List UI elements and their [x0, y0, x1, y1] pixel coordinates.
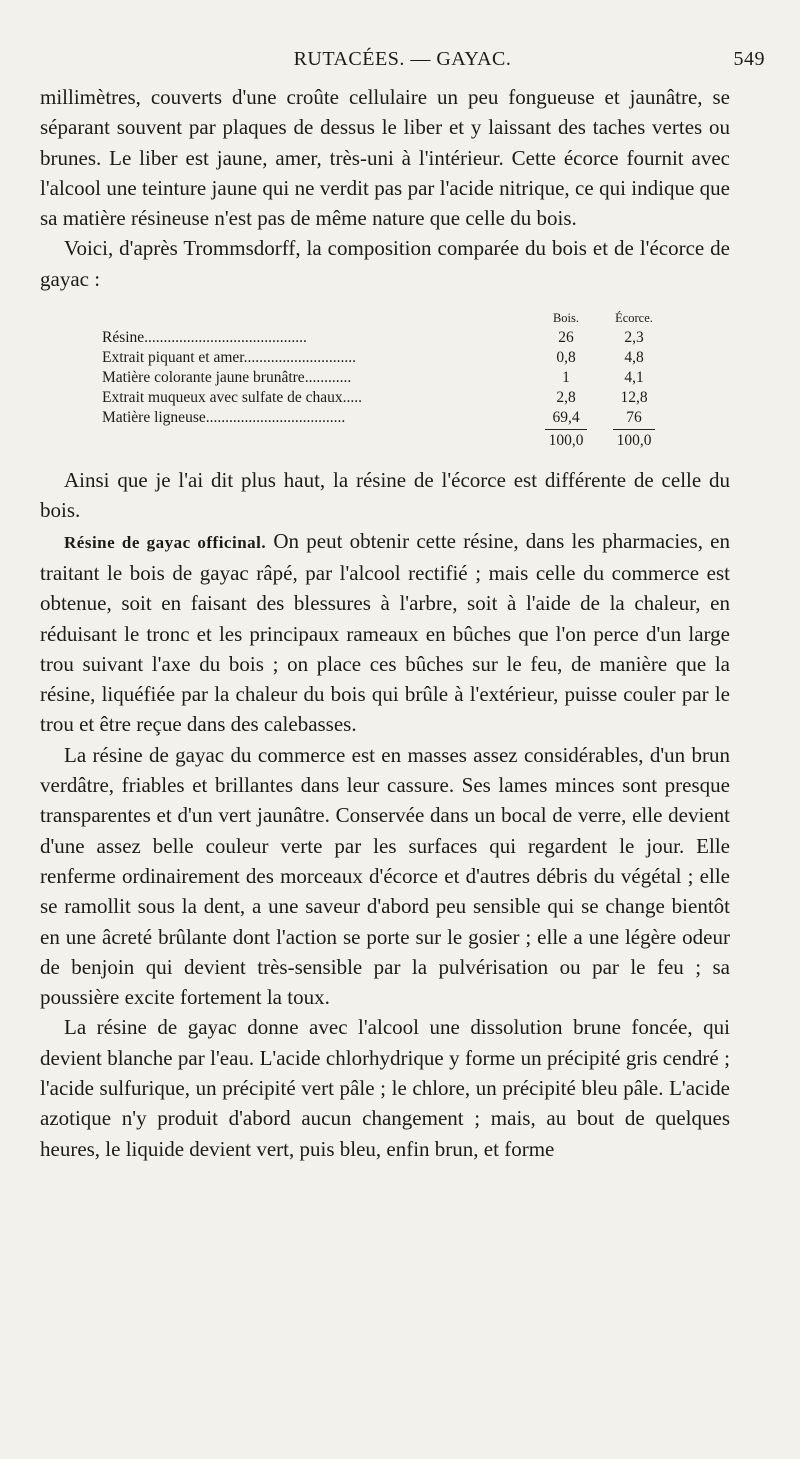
value-ecorce: 2,3: [624, 329, 644, 347]
value-ecorce: 76: [626, 409, 642, 427]
paragraph-continuation: millimètres, couverts d'une croûte cellulaire un peu fongueuse et jaunâtre, se séparant souvent par plaques de dessus le liber et y laissant des taches vertes ou brunes. Le liber est jaune, amer, très-uni à l'intérieur. Cette écorce fournit avec l'alcool une teinture jaune qui ne verdit pas par l'acide nitrique, ce qui indique que sa matière résineuse n'est pas de même nature que celle du bois.: [40, 85, 730, 231]
running-header: [40, 48, 765, 78]
value-bois: 26: [558, 329, 574, 347]
paragraph-intro-table: Voici, d'après Trommsdorff, la composition comparée du bois et de l'écorce de gayac :: [40, 236, 730, 291]
table-total-row: [102, 428, 668, 451]
paragraph-reactions: La résine de gayac donne avec l'alcool une dissolution brune foncée, qui devient blanche par l'eau. L'acide chlorhydrique y forme un précipité gris cendré ; l'acide sulfurique, un précipité vert pâle ; le chlore, un précipité bleu pâle. L'acide azotique n'y produit d'abord aucun changement ; mais, au bout de quelques heures, le liquide devient vert, puis bleu, enfin brun, et forme: [40, 1015, 730, 1161]
value-ecorce: 12,8: [620, 389, 648, 407]
value-bois: 69,4: [552, 409, 580, 427]
table-header-row: [102, 308, 668, 328]
row-label: Matière ligneuse....................................: [102, 409, 346, 427]
total-bois: 100,0: [545, 429, 588, 449]
column-header-ecorce: Écorce.: [615, 311, 653, 326]
row-label: Matière colorante jaune brunâtre............: [102, 369, 352, 387]
page-body: [40, 82, 730, 1164]
value-bois: 1: [562, 369, 570, 387]
value-ecorce: 4,1: [624, 369, 644, 387]
composition-table: [102, 308, 668, 451]
total-ecorce: 100,0: [613, 429, 656, 449]
paragraph-resine-officinal: [40, 526, 730, 740]
section-text: On peut obtenir cette résine, dans les pharmacies, en traitant le bois de gayac râpé, par l'alcool rectifié ; mais celle du commerce est obtenue, soit en faisant des blessures à l'arbre, soit à l'aide de la chaleur, en réduisant le tronc et les principaux rameaux en bûches que l'on perce d'un large trou suivant l'axe du bois ; on place ces bûches sur le feu, de manière que la résine, liquéfiée par la chaleur du bois qui brûle à l'extérieur, puisse couler par le trou et être reçue dans des calebasses.: [40, 528, 730, 737]
running-title: RUTACÉES. — GAYAC.: [293, 48, 512, 70]
row-label: Extrait muqueux avec sulfate de chaux.....: [102, 389, 362, 407]
value-bois: 2,8: [556, 389, 576, 407]
table-row: [102, 408, 668, 428]
row-label: Extrait piquant et amer.............................: [102, 349, 356, 367]
table-row: [102, 328, 668, 348]
column-header-bois: Bois.: [552, 311, 580, 326]
table-row: [102, 348, 668, 368]
table-row: [102, 388, 668, 408]
row-label: Résine..........................................: [102, 329, 307, 347]
value-ecorce: 4,8: [624, 349, 644, 367]
page-number: 549: [733, 48, 765, 70]
section-heading: Résine de gayac officinal.: [64, 532, 267, 552]
paragraph-description: La résine de gayac du commerce est en masses assez considérables, d'un brun verdâtre, friables et brillantes dans leur cassure. Ses lames minces sont presque transparentes et d'un vert jaunâtre. Conservée dans un bocal de verre, elle devient d'une assez belle couleur verte par les surfaces qui regardent le jour. Elle renferme ordinairement des morceaux d'écorce et d'autres débris du végétal ; elle se ramollit sous la dent, a une saveur d'abord peu sensible qui se change bientôt en une âcreté brûlante dont l'action se porte sur le gosier ; elle a une légère odeur de benjoin qui devient très-sensible par la pulvérisation ou par le feu ; sa poussière excite fortement la toux.: [40, 742, 730, 1010]
paragraph-conclusion: Ainsi que je l'ai dit plus haut, la résine de l'écorce est différente de celle du bois.: [40, 468, 730, 523]
value-bois: 0,8: [556, 349, 576, 367]
table-row: [102, 368, 668, 388]
